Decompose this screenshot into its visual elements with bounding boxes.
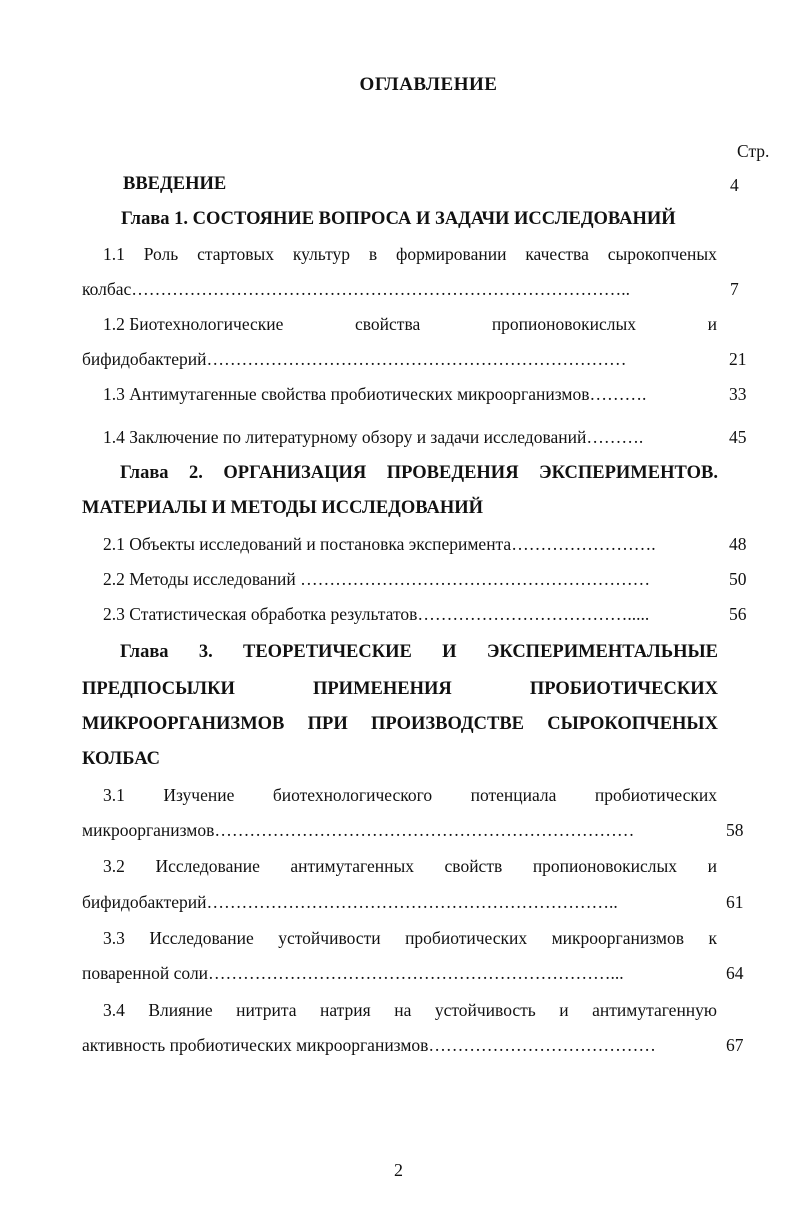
word: 1.2 Биотехнологические [103,314,284,334]
word: биотехнологического [272,785,433,805]
word: на [394,1000,412,1020]
word: пропионовокислых [532,856,678,876]
word: ЭКСПЕРИМЕНТАЛЬНЫЕ [486,642,718,662]
chapter3-heading-line3 [82,712,718,736]
word: Изучение [163,785,235,805]
word: Исследование [149,928,254,948]
word: Глава [120,642,169,662]
word: свойства [355,314,421,334]
word: СЫРОКОПЧЕНЫХ [547,714,718,734]
word: потенциала [470,785,557,805]
word: Исследование [155,856,260,876]
toc-item-1-1-page: 7 [730,279,739,299]
toc-item-2-3: 2.3 Статистическая обработка результатов………………………………..... [103,604,650,624]
word: антимутагенных [290,856,414,876]
word: и [559,1000,569,1020]
toc-item-1-3: 1.3 Антимутагенные свойства пробиотических микроорганизмов………. [103,384,647,404]
toc-item-1-1-line2: колбас………………………………………………………………………….. [82,279,631,299]
word: стартовых [197,244,274,264]
chapter3-heading-line1 [120,640,718,664]
toc-item-3-2-page: 61 [726,892,744,912]
toc-item-3-4-line2: активность пробиотических микроорганизмов………………………………… [82,1035,656,1055]
toc-intro-label: ВВЕДЕНИЕ [123,174,227,194]
word: ПРИ [307,714,348,734]
toc-item-1-3-page: 33 [729,384,747,404]
word: натрия [320,1000,371,1020]
toc-item-3-4-page: 67 [726,1035,744,1055]
word: нитрита [236,1000,297,1020]
word: 3.4 [103,1000,125,1020]
word: ПРОБИОТИЧЕСКИХ [529,679,718,699]
word: пропионовокислых [491,314,637,334]
toc-item-3-4-line1 [103,999,717,1021]
word: 2. [189,463,203,483]
word: к [708,928,717,948]
word: ПРЕДПОСЫЛКИ [82,679,235,699]
toc-item-3-1-line2: микроорганизмов……………………………………………………………… [82,820,635,840]
toc-item-3-1-page: 58 [726,820,744,840]
word: микроорганизмов [551,928,684,948]
word: ОРГАНИЗАЦИЯ [223,463,367,483]
word: 3. [198,642,213,662]
page-title: ОГЛАВЛЕНИЕ [359,74,498,95]
toc-item-1-2-line2: бифидобактерий……………………………………………………………… [82,349,627,369]
word: и [707,856,717,876]
word: формировании [396,244,507,264]
toc-item-3-2-line2: бифидобактерий…………………………………………………………….. [82,892,618,912]
word: устойчивости [278,928,381,948]
toc-item-3-2-line1 [103,855,717,877]
toc-item-3-3-page: 64 [726,963,744,983]
word: 3.2 [103,856,125,876]
word: культур [292,244,351,264]
chapter3-heading-line4: КОЛБАС [82,749,160,769]
word: ПРОИЗВОДСТВЕ [370,714,525,734]
chapter1-heading: Глава 1. СОСТОЯНИЕ ВОПРОСА И ЗАДАЧИ ИССЛЕДОВАНИЙ [121,209,676,229]
word: пробиотических [405,928,528,948]
toc-item-2-2: 2.2 Методы исследований …………………………………………………… [103,569,651,589]
word: ЭКСПЕРИМЕНТОВ. [539,463,718,483]
word: качества [525,244,589,264]
word: 1.1 [103,244,125,264]
word: устойчивость [434,1000,536,1020]
toc-item-2-1-page: 48 [729,534,747,554]
page-number: 2 [394,1160,403,1180]
word: МИКРООРГАНИЗМОВ [82,714,285,734]
word: ТЕОРЕТИЧЕСКИЕ [243,642,412,662]
word: И [442,642,457,662]
toc-item-1-4-page: 45 [729,427,747,447]
word: 3.1 [103,785,125,805]
toc-item-3-1-line1 [103,784,717,806]
toc-item-1-2-page: 21 [729,349,747,369]
toc-item-1-4: 1.4 Заключение по литературному обзору и задачи исследований………. [103,427,644,447]
toc-item-3-3-line1 [103,927,717,949]
word: сырокопченых [607,244,717,264]
toc-item-2-3-page: 56 [729,604,747,624]
toc-intro-page: 4 [730,175,739,195]
word: в [368,244,378,264]
toc-item-1-2-line1 [103,313,717,335]
toc-item-1-1-line1 [103,243,717,265]
word: Влияние [148,1000,213,1020]
word: 3.3 [103,928,125,948]
word: ПРИМЕНЕНИЯ [312,679,452,699]
chapter2-heading-line2: МАТЕРИАЛЫ И МЕТОДЫ ИССЛЕДОВАНИЙ [82,498,483,518]
word: пробиотических [594,785,717,805]
word: Роль [143,244,179,264]
chapter2-heading-line1 [120,461,718,485]
toc-item-2-1: 2.1 Объекты исследований и постановка эксперимента……………………. [103,534,656,554]
word: антимутагенную [592,1000,717,1020]
word: свойств [444,856,503,876]
word: и [707,314,717,334]
page-column-header: Стр. [737,141,770,161]
toc-item-3-3-line2: поваренной соли……………………………………………………………... [82,963,624,983]
chapter3-heading-line2 [82,677,718,701]
word: Глава [120,463,169,483]
toc-item-2-2-page: 50 [729,569,747,589]
word: ПРОВЕДЕНИЯ [386,463,519,483]
